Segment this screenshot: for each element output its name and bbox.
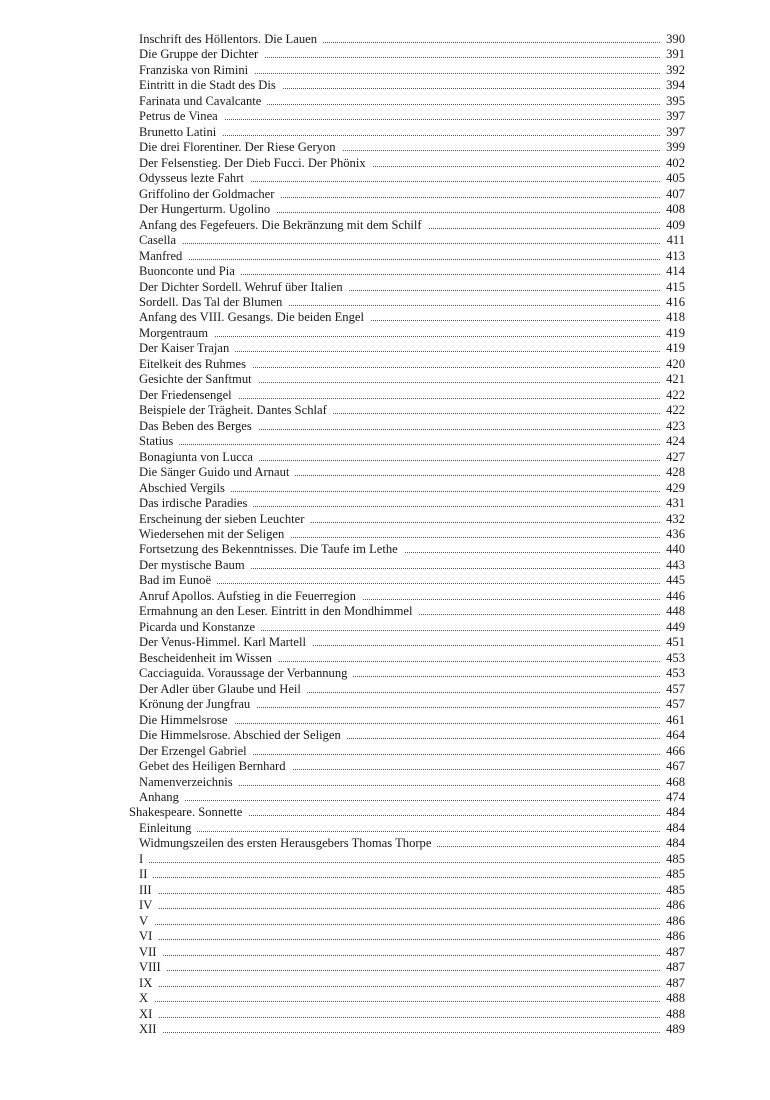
toc-entry-page-number: 464 <box>666 728 685 743</box>
toc-entry-title: Shakespeare. Sonnette <box>129 805 248 820</box>
toc-entry-page-number: 427 <box>666 449 685 464</box>
toc-entry[interactable] <box>0 295 770 310</box>
toc-entry-page-number: 448 <box>666 604 685 619</box>
toc-entry-page-number: 397 <box>666 124 685 139</box>
dot-leader <box>139 243 660 244</box>
toc-entry-title: Casella <box>139 233 182 248</box>
toc-entry-page-number: 390 <box>666 32 685 46</box>
toc-entry[interactable] <box>0 372 770 387</box>
toc-entry-page-number: 416 <box>666 294 685 309</box>
toc-entry-page-number: 419 <box>666 325 685 340</box>
toc-entry-page-number: 453 <box>666 650 685 665</box>
toc-entry-title: Der Adler über Glaube und Heil <box>139 682 307 697</box>
toc-entry-page-number: 428 <box>666 465 685 480</box>
toc-entry[interactable] <box>0 63 770 78</box>
toc-entry[interactable] <box>0 790 770 805</box>
toc-entry-title: Eintritt in die Stadt des Dis <box>139 78 282 93</box>
toc-entry[interactable] <box>0 651 770 666</box>
toc-entry[interactable] <box>0 140 770 155</box>
toc-entry-title: Die Sänger Guido und Arnaut <box>139 465 295 480</box>
toc-entry-page-number: 423 <box>666 418 685 433</box>
dot-leader <box>139 259 660 260</box>
toc-entry[interactable] <box>0 156 770 171</box>
toc-entry-page-number: 414 <box>666 264 685 279</box>
toc-entry[interactable] <box>0 171 770 186</box>
toc-entry-title: Petrus de Vinea <box>139 109 224 124</box>
toc-entry-page-number: 474 <box>666 789 685 804</box>
dot-leader <box>139 986 660 987</box>
dot-leader <box>139 1001 660 1002</box>
toc-entry[interactable] <box>0 465 770 480</box>
toc-entry-page-number: 485 <box>666 851 685 866</box>
toc-entry-page-number: 485 <box>666 882 685 897</box>
toc-entry[interactable] <box>0 589 770 604</box>
dot-leader <box>139 1017 660 1018</box>
toc-entry-page-number: 408 <box>666 202 685 217</box>
toc-entry-page-number: 468 <box>666 774 685 789</box>
toc-entry-page-number: 466 <box>666 743 685 758</box>
toc-entry[interactable] <box>0 713 770 728</box>
toc-entry-page-number: 422 <box>666 387 685 402</box>
toc-entry-title: Der Felsenstieg. Der Dieb Fucci. Der Phönix <box>139 156 372 171</box>
toc-entry-title: Anhang <box>139 790 185 805</box>
toc-entry-title: Picarda und Konstanze <box>139 620 261 635</box>
toc-entry-title: Bad im Eunoë <box>139 573 217 588</box>
toc-entry-title: II <box>139 867 153 882</box>
toc-entry-page-number: 488 <box>666 1006 685 1021</box>
toc-entry-page-number: 453 <box>666 666 685 681</box>
toc-entry-title: XII <box>139 1022 162 1037</box>
toc-entry[interactable] <box>0 94 770 109</box>
dot-leader <box>139 955 660 956</box>
toc-entry-title: Anfang des Fegefeuers. Die Bekränzung mit dem Schilf <box>139 218 428 233</box>
toc-entry-title: V <box>139 914 154 929</box>
toc-entry[interactable] <box>0 604 770 619</box>
toc-entry[interactable] <box>0 728 770 743</box>
toc-entry-page-number: 489 <box>666 1022 685 1036</box>
toc-entry-page-number: 413 <box>666 248 685 263</box>
toc-entry[interactable] <box>0 852 770 867</box>
dot-leader <box>139 800 660 801</box>
toc-entry-title: Eitelkeit des Ruhmes <box>139 357 252 372</box>
toc-entry[interactable] <box>0 527 770 542</box>
toc-entry[interactable] <box>0 697 770 712</box>
toc-entry-title: Der Kaiser Trajan <box>139 341 235 356</box>
toc-entry[interactable] <box>0 991 770 1006</box>
toc-entry-title: I <box>139 852 149 867</box>
toc-entry[interactable] <box>0 388 770 403</box>
toc-entry[interactable] <box>0 945 770 960</box>
toc-entry-title: Der Erzengel Gabriel <box>139 744 253 759</box>
toc-entry-page-number: 432 <box>666 511 685 526</box>
toc-entry-title: IV <box>139 898 158 913</box>
toc-entry-title: Der Hungerturm. Ugolino <box>139 202 276 217</box>
toc-entry-page-number: 488 <box>666 991 685 1006</box>
table-of-contents <box>0 32 770 1037</box>
dot-leader <box>139 336 660 337</box>
toc-entry-page-number: 484 <box>666 836 685 851</box>
toc-entry-page-number: 418 <box>666 310 685 325</box>
toc-entry-page-number: 422 <box>666 403 685 418</box>
toc-entry-page-number: 411 <box>666 233 685 248</box>
toc-entry[interactable] <box>0 47 770 62</box>
toc-entry-page-number: 395 <box>666 93 685 108</box>
toc-entry[interactable] <box>0 558 770 573</box>
toc-entry-page-number: 436 <box>666 527 685 541</box>
toc-entry-page-number: 405 <box>666 171 685 186</box>
toc-entry-page-number: 407 <box>666 186 685 201</box>
toc-entry-title: Anfang des VIII. Gesangs. Die beiden Engel <box>139 310 370 325</box>
toc-entry-page-number: 443 <box>666 557 685 572</box>
toc-entry-page-number: 486 <box>666 929 685 944</box>
toc-entry[interactable] <box>0 249 770 264</box>
toc-entry-title: Manfred <box>139 249 188 264</box>
toc-entry-title: Der Friedensengel <box>139 388 238 403</box>
toc-entry-title: Beispiele der Trägheit. Dantes Schlaf <box>139 403 333 418</box>
toc-entry-page-number: 457 <box>666 681 685 696</box>
toc-entry[interactable] <box>0 481 770 496</box>
toc-entry-title: Einleitung <box>139 821 197 836</box>
toc-entry[interactable] <box>0 775 770 790</box>
toc-entry[interactable] <box>0 218 770 233</box>
toc-entry-page-number: 487 <box>666 960 685 975</box>
toc-entry-page-number: 484 <box>666 820 685 835</box>
toc-entry[interactable] <box>0 233 770 248</box>
toc-entry[interactable] <box>0 125 770 140</box>
toc-entry[interactable] <box>0 635 770 650</box>
toc-entry-page-number: 451 <box>666 635 685 650</box>
toc-entry[interactable] <box>0 187 770 202</box>
toc-entry[interactable] <box>0 976 770 991</box>
toc-entry-page-number: 419 <box>666 341 685 356</box>
toc-entry[interactable] <box>0 264 770 279</box>
dot-leader <box>139 908 660 909</box>
dot-leader <box>139 862 660 863</box>
toc-entry-title: Odysseus lezte Fahrt <box>139 171 250 186</box>
toc-entry[interactable] <box>0 929 770 944</box>
toc-entry[interactable] <box>0 1022 770 1037</box>
toc-entry[interactable] <box>0 434 770 449</box>
toc-entry-page-number: 487 <box>666 944 685 959</box>
toc-entry-title: Die Gruppe der Dichter <box>139 47 264 62</box>
toc-entry-title: Bescheidenheit im Wissen <box>139 651 278 666</box>
toc-entry[interactable] <box>0 883 770 898</box>
toc-entry-title: Franziska von Rimini <box>139 63 254 78</box>
toc-entry-title: VII <box>139 945 162 960</box>
toc-entry-page-number: 421 <box>666 372 685 387</box>
toc-entry[interactable] <box>0 202 770 217</box>
dot-leader <box>139 893 660 894</box>
toc-entry-page-number: 461 <box>666 712 685 727</box>
toc-entry-page-number: 449 <box>666 619 685 634</box>
toc-entry[interactable] <box>0 682 770 697</box>
toc-entry-page-number: 431 <box>666 496 685 511</box>
toc-entry-page-number: 415 <box>666 279 685 294</box>
toc-entry-title: Der Venus-Himmel. Karl Martell <box>139 635 312 650</box>
toc-entry[interactable] <box>0 280 770 295</box>
toc-entry-title: X <box>139 991 154 1006</box>
toc-entry[interactable] <box>0 357 770 372</box>
toc-entry[interactable] <box>0 666 770 681</box>
dot-leader <box>139 877 660 878</box>
toc-entry-title: Buonconte und Pia <box>139 264 241 279</box>
toc-entry[interactable] <box>0 512 770 527</box>
toc-entry-page-number: 487 <box>666 975 685 990</box>
toc-entry-title: IX <box>139 976 158 991</box>
toc-entry-title: Die drei Florentiner. Der Riese Geryon <box>139 140 342 155</box>
toc-entry-page-number: 391 <box>666 47 685 62</box>
toc-entry[interactable] <box>0 78 770 93</box>
toc-entry-page-number: 467 <box>666 759 685 774</box>
toc-entry-title: Brunetto Latini <box>139 125 222 140</box>
toc-entry-title: Das irdische Paradies <box>139 496 253 511</box>
toc-entry-title: Der mystische Baum <box>139 558 251 573</box>
dot-leader <box>139 1032 660 1033</box>
toc-entry-title: III <box>139 883 158 898</box>
toc-entry-title: Widmungszeilen des ersten Herausgebers Thomas Thorpe <box>139 836 437 851</box>
toc-entry[interactable] <box>0 496 770 511</box>
toc-entry[interactable] <box>0 573 770 588</box>
toc-entry-page-number: 402 <box>666 155 685 170</box>
toc-entry-title: Der Dichter Sordell. Wehruf über Italien <box>139 280 349 295</box>
dot-leader <box>139 831 660 832</box>
toc-entry-page-number: 486 <box>666 898 685 913</box>
toc-entry-page-number: 424 <box>666 434 685 449</box>
toc-entry-title: Anruf Apollos. Aufstieg in die Feuerregion <box>139 589 362 604</box>
toc-entry-title: XI <box>139 1007 158 1022</box>
toc-entry-title: Farinata und Cavalcante <box>139 94 267 109</box>
toc-entry[interactable] <box>0 32 770 47</box>
toc-entry[interactable] <box>0 821 770 836</box>
toc-entry-page-number: 397 <box>666 109 685 124</box>
toc-section-entry[interactable] <box>0 805 770 820</box>
toc-entry[interactable] <box>0 310 770 325</box>
toc-entry-page-number: 409 <box>666 217 685 232</box>
toc-entry[interactable] <box>0 109 770 124</box>
toc-entry-page-number: 446 <box>666 588 685 603</box>
toc-entry-title: Die Himmelsrose <box>139 713 234 728</box>
toc-entry-title: Gesichte der Sanftmut <box>139 372 258 387</box>
toc-entry[interactable] <box>0 744 770 759</box>
toc-entry[interactable] <box>0 620 770 635</box>
toc-entry-title: Namenverzeichnis <box>139 775 239 790</box>
toc-entry-title: Die Himmelsrose. Abschied der Seligen <box>139 728 347 743</box>
toc-entry-page-number: 486 <box>666 913 685 928</box>
toc-entry[interactable] <box>0 914 770 929</box>
toc-entry-title: Statius <box>139 434 179 449</box>
toc-entry[interactable] <box>0 898 770 913</box>
toc-entry-title: Griffolino der Goldmacher <box>139 187 280 202</box>
toc-entry-title: Inschrift des Höllentors. Die Lauen <box>139 32 323 47</box>
toc-entry[interactable] <box>0 960 770 975</box>
toc-entry[interactable] <box>0 1007 770 1022</box>
toc-entry-title: Cacciaguida. Voraussage der Verbannung <box>139 666 353 681</box>
toc-entry[interactable] <box>0 867 770 882</box>
toc-entry-page-number: 399 <box>666 140 685 155</box>
dot-leader <box>139 583 660 584</box>
toc-entry-page-number: 429 <box>666 480 685 495</box>
dot-leader <box>139 924 660 925</box>
toc-entry-title: Erscheinung der sieben Leuchter <box>139 512 310 527</box>
toc-entry-title: Sordell. Das Tal der Blumen <box>139 295 288 310</box>
toc-entry-page-number: 484 <box>666 805 685 820</box>
toc-entry-page-number: 394 <box>666 78 685 93</box>
toc-entry-page-number: 485 <box>666 867 685 882</box>
toc-entry[interactable] <box>0 341 770 356</box>
toc-entry-title: Fortsetzung des Bekenntnisses. Die Taufe im Lethe <box>139 542 404 557</box>
toc-entry-title: Das Beben des Berges <box>139 419 258 434</box>
dot-leader <box>139 444 660 445</box>
toc-entry-title: Wiedersehen mit der Seligen <box>139 527 290 542</box>
toc-entry-page-number: 440 <box>666 542 685 557</box>
toc-entry-title: Gebet des Heiligen Bernhard <box>139 759 292 774</box>
toc-entry-title: Krönung der Jungfrau <box>139 697 256 712</box>
toc-entry[interactable] <box>0 836 770 851</box>
toc-entry[interactable] <box>0 450 770 465</box>
toc-entry-title: VIII <box>139 960 167 975</box>
dot-leader <box>139 939 660 940</box>
toc-entry-title: Bonagiunta von Lucca <box>139 450 259 465</box>
toc-entry[interactable] <box>0 419 770 434</box>
dot-leader <box>139 970 660 971</box>
toc-entry-title: Ermahnung an den Leser. Eintritt in den Mondhimmel <box>139 604 419 619</box>
toc-entry-page-number: 457 <box>666 697 685 712</box>
toc-entry-page-number: 445 <box>666 573 685 588</box>
toc-entry[interactable] <box>0 759 770 774</box>
toc-entry[interactable] <box>0 403 770 418</box>
toc-entry-title: VI <box>139 929 158 944</box>
toc-entry-title: Abschied Vergils <box>139 481 231 496</box>
toc-entry-title: Morgentraum <box>139 326 214 341</box>
toc-entry-page-number: 420 <box>666 356 685 371</box>
toc-entry[interactable] <box>0 326 770 341</box>
toc-entry-page-number: 392 <box>666 62 685 77</box>
toc-entry[interactable] <box>0 542 770 557</box>
